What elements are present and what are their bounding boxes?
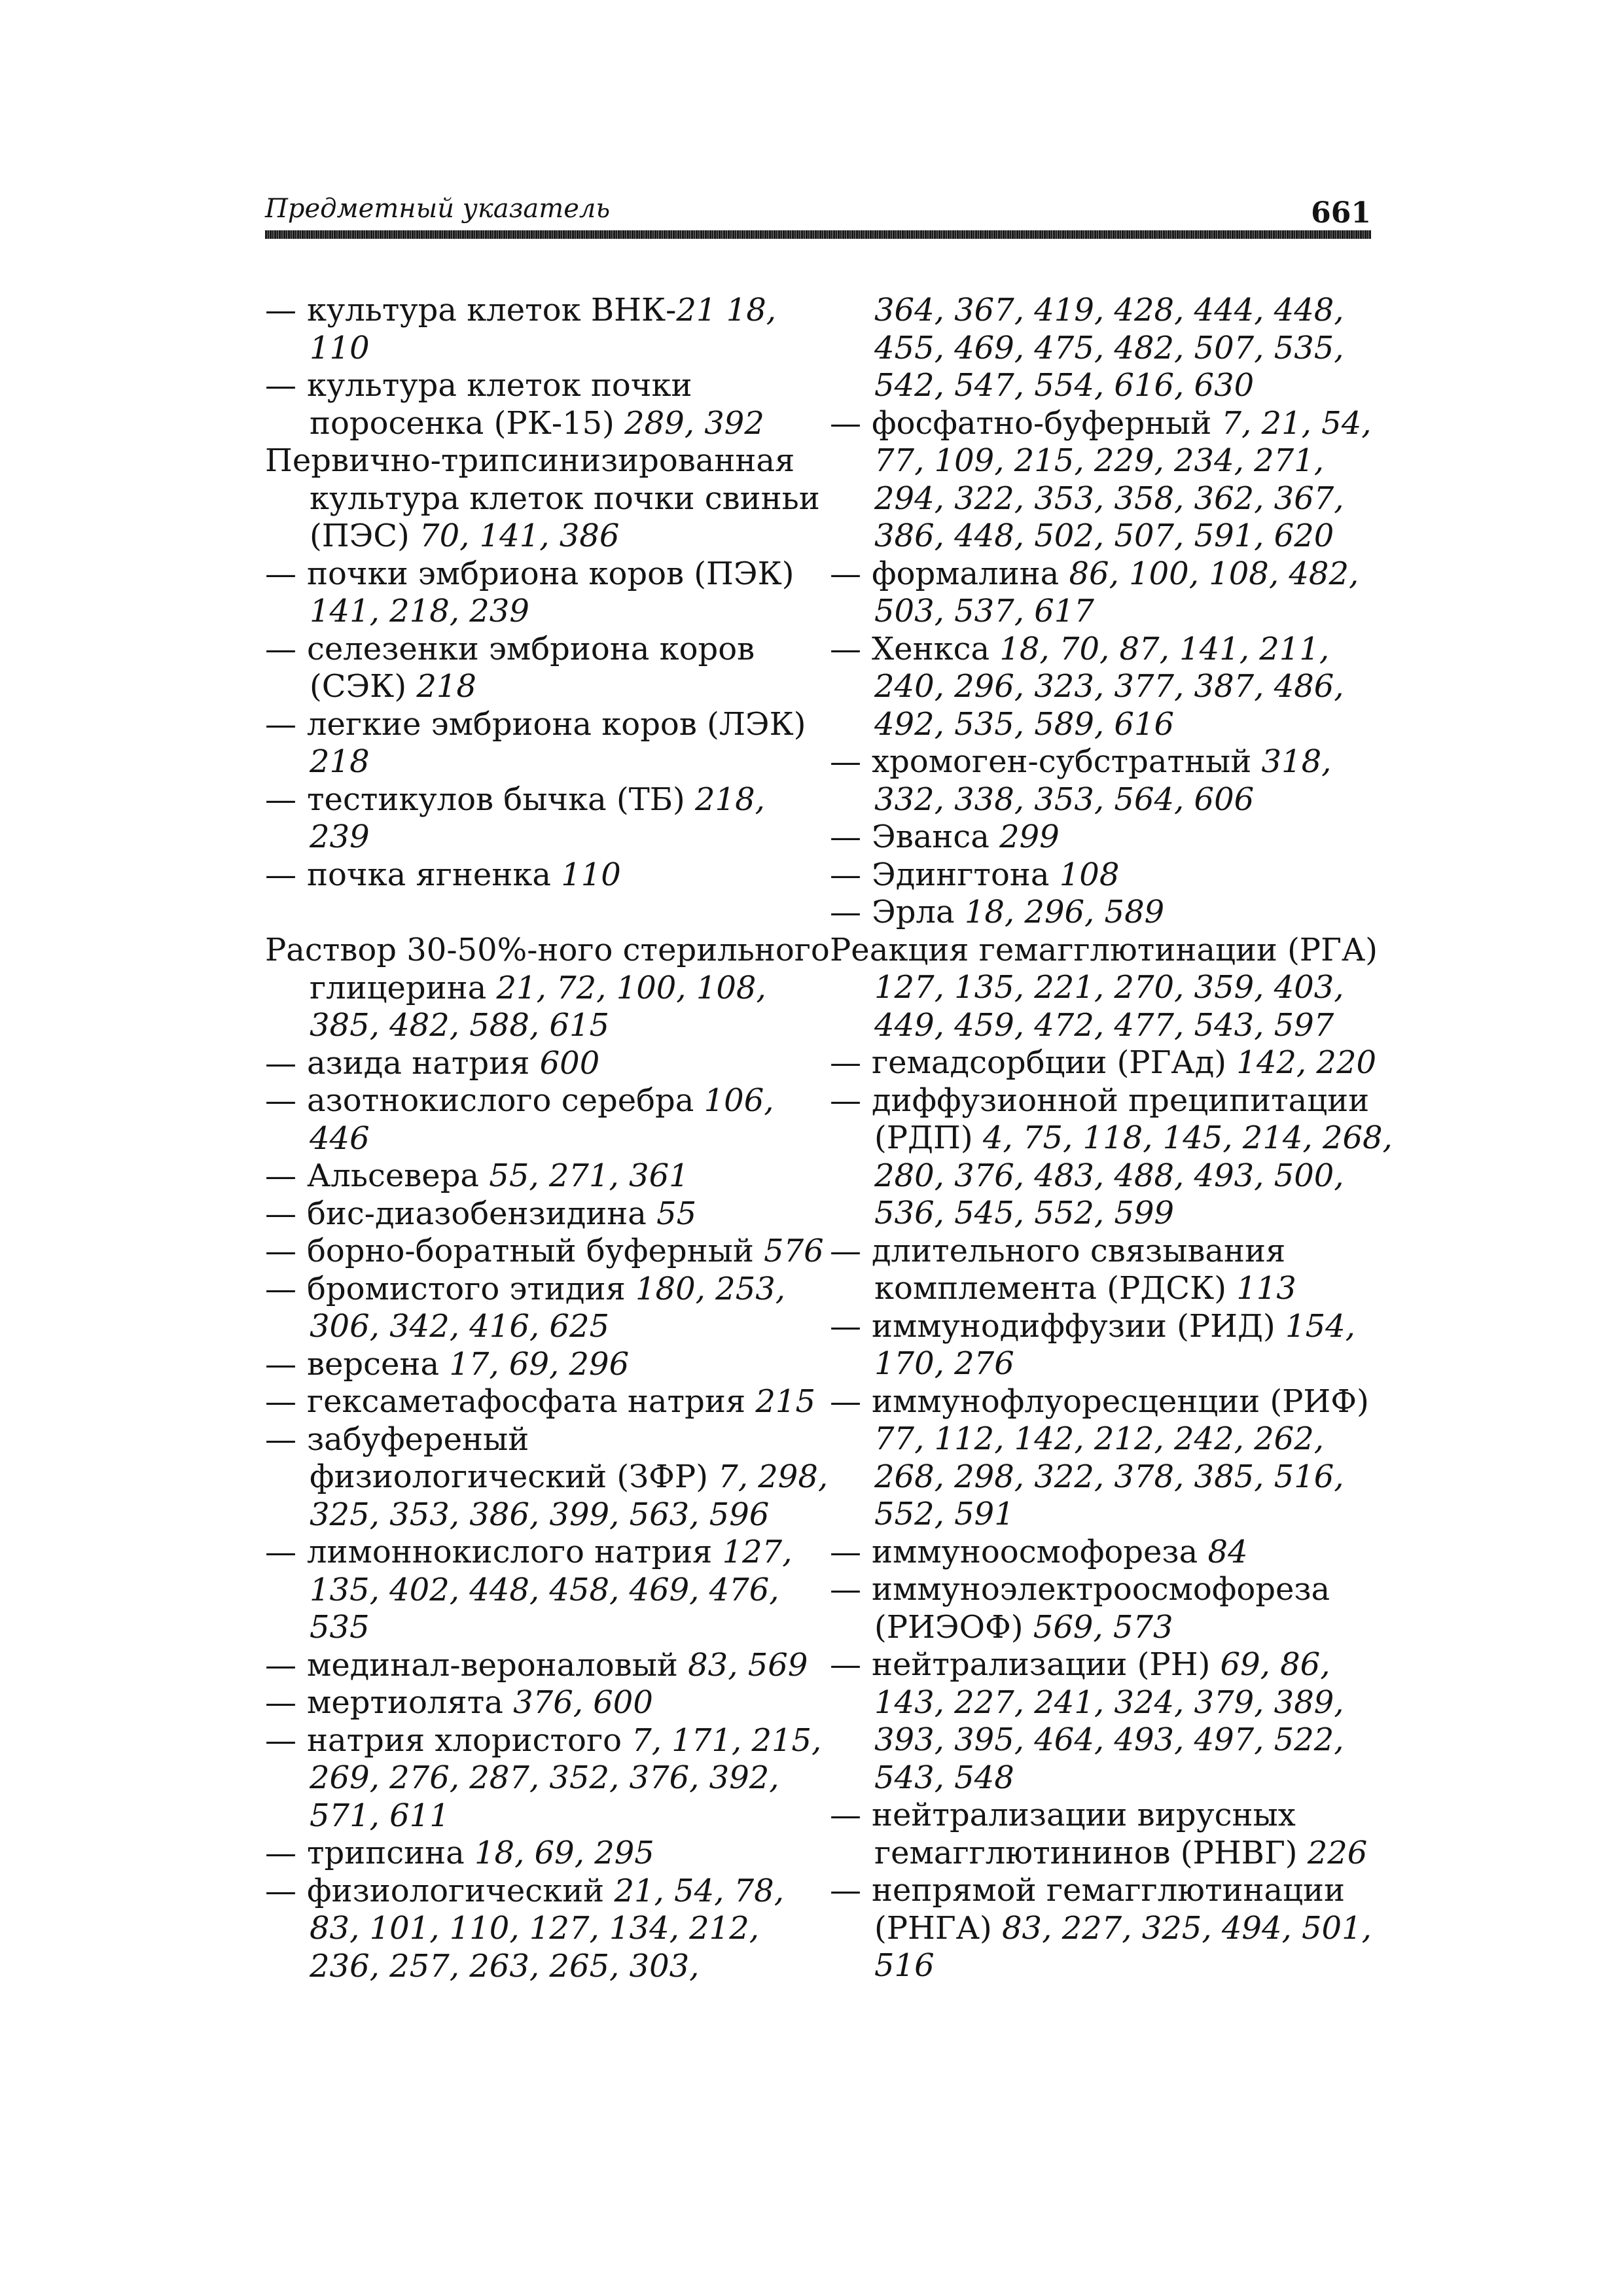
- entry-term: селезенки эмбриона коров (СЭК): [307, 630, 755, 705]
- index-column-right: [830, 292, 1399, 1985]
- index-entry-sub: [830, 1233, 1399, 1308]
- index-entry-sub: [830, 894, 1399, 932]
- subentry-dash: —: [830, 1082, 861, 1119]
- entry-page-numbers: 4, 75, 118, 145, 214, 268, 280, 376, 483, 488, 493, 500, 536, 545, 552, 599: [874, 1120, 1393, 1231]
- entry-term: лимоннокислого натрия: [307, 1534, 722, 1570]
- entry-page-numbers: 154, 170, 276: [874, 1307, 1355, 1382]
- running-head-title: Предметный указатель: [265, 194, 611, 224]
- entry-page-numbers: 218: [310, 743, 370, 780]
- entry-page-numbers: 110: [561, 856, 621, 893]
- entry-page-numbers: 55, 271, 361: [489, 1157, 689, 1194]
- index-entry-sub: [830, 743, 1399, 819]
- entry-term: физиологический: [307, 1872, 615, 1909]
- subentry-dash: —: [830, 630, 861, 667]
- subentry-dash: —: [830, 1646, 861, 1683]
- entry-term: Эванса: [872, 819, 1000, 855]
- entry-term: гемадсорбции (РГАд): [872, 1044, 1237, 1081]
- index-entry-main: [265, 442, 834, 556]
- subentry-dash: —: [830, 894, 861, 930]
- entry-page-numbers: 86, 100, 108, 482, 503, 537, 617: [874, 555, 1359, 629]
- entry-term: борно-боратный буферный: [307, 1233, 764, 1269]
- entry-term: иммуноосмофореза: [872, 1533, 1208, 1570]
- index-entry-sub: [830, 405, 1399, 556]
- subentry-dash: —: [830, 1383, 861, 1420]
- entry-page-numbers: 7, 171, 215, 269, 276, 287, 352, 376, 392, 571, 611: [310, 1722, 822, 1834]
- entry-term: нейтрализации вирусных гемагглютининов (РНВГ): [872, 1797, 1308, 1871]
- entry-term: хромоген-субстратный: [872, 743, 1262, 780]
- subentry-dash: —: [830, 819, 861, 855]
- subentry-dash: —: [265, 1872, 296, 1909]
- subentry-dash: —: [830, 1872, 861, 1909]
- entry-page-numbers: 21, 72, 100, 108, 385, 482, 588, 615: [310, 969, 766, 1044]
- entry-page-numbers: 218: [416, 668, 476, 705]
- entry-term: культура клеток почки поросенка (РК-15): [307, 367, 692, 442]
- entry-term: Альсевера: [307, 1157, 490, 1194]
- subentry-dash: —: [265, 705, 296, 743]
- entry-page-numbers: 376, 600: [513, 1684, 653, 1721]
- subentry-dash: —: [830, 1533, 861, 1570]
- entry-term: нейтрализации (РН): [872, 1646, 1221, 1683]
- entry-page-numbers: 77, 112, 142, 212, 242, 262, 268, 298, 322, 378, 385, 516, 552, 591: [874, 1421, 1344, 1532]
- subentry-dash: —: [265, 1534, 296, 1570]
- index-entry-sub: [830, 819, 1399, 857]
- subentry-dash: —: [265, 1835, 296, 1871]
- subentry-dash: —: [830, 1044, 861, 1081]
- subentry-dash: —: [265, 1082, 296, 1119]
- entry-term: иммунодиффузии (РИД): [872, 1307, 1286, 1345]
- entry-page-numbers: 83, 569: [688, 1646, 808, 1684]
- index-entry-sub: [830, 1044, 1399, 1082]
- subentry-dash: —: [265, 630, 296, 667]
- entry-term: Эрла: [872, 894, 965, 930]
- entry-page-numbers: 569, 573: [1033, 1608, 1173, 1646]
- entry-page-numbers: 299: [999, 819, 1060, 855]
- entry-page-numbers: 18, 296, 589: [964, 894, 1165, 930]
- entry-term: Хенкса: [872, 630, 1000, 667]
- entry-page-numbers: 7, 298, 325, 353, 386, 399, 563, 596: [310, 1458, 829, 1533]
- entry-term: непрямой гемагглютинации (РНГА): [872, 1872, 1345, 1947]
- entry-page-numbers: 226: [1307, 1834, 1368, 1871]
- subentry-dash: —: [265, 1646, 296, 1684]
- entry-term: диффузионной преципитации (РДП): [872, 1082, 1370, 1156]
- subentry-dash: —: [265, 292, 296, 328]
- entry-page-numbers: 180, 253, 306, 342, 416, 625: [310, 1270, 786, 1345]
- index-entry-sub: [830, 1082, 1399, 1233]
- entry-page-numbers: 70, 141, 386: [419, 518, 620, 554]
- entry-term: иммунофлуоресценции (РИФ): [872, 1383, 1369, 1420]
- index-entry-sub: [265, 1534, 834, 1647]
- entry-term: Первично-трипсинизированная культура клеток почки свиньи (ПЭС): [265, 442, 820, 554]
- entry-page-numbers: 318, 332, 338, 353, 564, 606: [874, 743, 1332, 818]
- subentry-dash: —: [265, 781, 296, 818]
- entry-term: версена: [307, 1345, 450, 1383]
- index-entry-sub: [830, 1797, 1399, 1872]
- entry-page-numbers: 84: [1207, 1533, 1248, 1570]
- entry-term: Раствор 30-50%-ного стерильного глицерина: [265, 932, 830, 1006]
- index-column-left: [265, 292, 834, 1985]
- subentry-dash: —: [830, 1797, 861, 1833]
- entry-term: азотнокислого серебра: [307, 1082, 704, 1119]
- subentry-dash: —: [265, 1345, 296, 1383]
- index-entry-sub: [265, 1157, 834, 1195]
- index-entry-sub: [265, 1722, 834, 1835]
- entry-page-numbers: 127, 135, 221, 270, 359, 403, 449, 459, 472, 477, 543, 597: [874, 969, 1344, 1044]
- subentry-dash: —: [830, 1307, 861, 1345]
- index-entry-sub: [265, 781, 834, 857]
- entry-term: натрия хлористого: [307, 1722, 632, 1759]
- index-entry-sub: [265, 1835, 834, 1873]
- entry-page-numbers: 141, 218, 239: [310, 593, 529, 629]
- entry-page-numbers: 127, 135, 402, 448, 458, 469, 476, 535: [310, 1534, 793, 1646]
- entry-page-numbers: 69, 86, 143, 227, 241, 324, 379, 389, 393, 395, 464, 493, 497, 522, 543, 548: [874, 1646, 1344, 1796]
- section-gap: [265, 894, 834, 932]
- entry-term: Реакция гемагглютинации (РГА): [830, 931, 1378, 968]
- entry-term: трипсина: [307, 1835, 475, 1871]
- header-rule: [265, 230, 1371, 239]
- entry-term: иммуноэлектроосмофореза (РИЭОФ): [872, 1571, 1330, 1646]
- subentry-dash: —: [265, 1195, 296, 1232]
- index-entry-main: [830, 932, 1399, 1045]
- subentry-dash: —: [265, 1383, 296, 1420]
- entry-term: мертиолята: [307, 1684, 514, 1721]
- index-entry-sub: [830, 1646, 1399, 1797]
- subentry-dash: —: [830, 555, 861, 592]
- entry-page-numbers: 364, 367, 419, 428, 444, 448, 455, 469, 475, 482, 507, 535, 542, 547, 554, 616, 630: [874, 292, 1344, 404]
- index-entry-sub: [830, 1383, 1399, 1534]
- index-entry-sub: [265, 1383, 834, 1421]
- entry-page-numbers: 218, 239: [310, 781, 765, 855]
- entry-page-numbers: 576: [764, 1233, 824, 1269]
- subentry-dash: —: [265, 555, 296, 592]
- subentry-dash: —: [830, 1571, 861, 1608]
- subentry-dash: —: [830, 743, 861, 780]
- index-entry-sub: [265, 556, 834, 631]
- index-entry-sub: [830, 1872, 1399, 1985]
- entry-page-numbers: 7, 21, 54, 77, 109, 215, 229, 234, 271, 294, 322, 353, 358, 362, 367, 386, 448, 502, 507, 591, 620: [874, 404, 1372, 554]
- entry-term: забуференый физиологический (ЗФР): [307, 1421, 719, 1495]
- running-head: [265, 194, 1371, 233]
- index-entry-sub: [265, 1195, 834, 1233]
- subentry-dash: —: [265, 1044, 296, 1082]
- entry-term: почка ягненка: [307, 856, 562, 893]
- entry-page-numbers: 17, 69, 296: [449, 1345, 630, 1383]
- page-number: 661: [1311, 196, 1371, 230]
- index-entry-sub: [265, 1421, 834, 1534]
- index-entry-sub: [265, 1045, 834, 1083]
- index-entry-sub: [830, 631, 1399, 744]
- index-entry-sub: [265, 1873, 834, 1986]
- entry-term: культура клеток ВНК-: [307, 292, 677, 328]
- entry-page-numbers: 106, 446: [310, 1082, 774, 1157]
- entry-term: мединал-вероналовый: [307, 1646, 688, 1684]
- subentry-dash: —: [830, 856, 861, 893]
- entry-page-numbers: 18, 70, 87, 141, 211, 240, 296, 323, 377, 387, 486, 492, 535, 589, 616: [874, 630, 1344, 743]
- subentry-dash: —: [830, 1232, 861, 1269]
- index-entry-sub: [265, 292, 834, 367]
- index-entry-sub: [830, 1308, 1399, 1383]
- entry-page-numbers: 18, 69, 295: [474, 1835, 654, 1871]
- index-entry-continuation: [830, 292, 1399, 405]
- entry-page-numbers: 21, 54, 78, 83, 101, 110, 127, 134, 212, 236, 257, 263, 265, 303,: [310, 1872, 784, 1985]
- subentry-dash: —: [265, 1270, 296, 1307]
- index-entry-sub: [265, 367, 834, 442]
- entry-page-numbers: 113: [1236, 1270, 1296, 1307]
- entry-term: бис-диазобензидина: [307, 1195, 657, 1232]
- subentry-dash: —: [265, 367, 296, 404]
- index-entry-sub: [265, 1233, 834, 1271]
- entry-term: фосфатно-буферный: [872, 404, 1222, 442]
- entry-term: Эдингтона: [872, 856, 1060, 893]
- entry-page-numbers: 108: [1059, 856, 1120, 893]
- entry-page-numbers: 600: [539, 1044, 600, 1082]
- index-entry-sub: [265, 631, 834, 706]
- index-entry-sub: [265, 1346, 834, 1384]
- entry-term: почки эмбриона коров (ПЭК): [307, 555, 794, 592]
- subentry-dash: —: [265, 1722, 296, 1759]
- index-entry-sub: [830, 556, 1399, 631]
- entry-page-numbers: 142, 220: [1236, 1044, 1377, 1081]
- entry-term: гексаметафосфата натрия: [307, 1383, 756, 1420]
- subentry-dash: —: [265, 856, 296, 893]
- entry-term: азида натрия: [307, 1044, 540, 1082]
- entry-page-numbers: 21 18, 110: [310, 292, 777, 366]
- index-entry-sub: [830, 857, 1399, 894]
- entry-page-numbers: 83, 227, 325, 494, 501, 516: [874, 1909, 1372, 1984]
- index-entry-sub: [265, 1647, 834, 1685]
- index-entry-sub: [830, 1534, 1399, 1572]
- entry-page-numbers: 55: [656, 1195, 697, 1232]
- entry-term: легкие эмбриона коров (ЛЭК): [307, 705, 806, 743]
- subentry-dash: —: [265, 1684, 296, 1721]
- subentry-dash: —: [265, 1233, 296, 1269]
- index-entry-sub: [265, 857, 834, 894]
- index-entry-sub: [265, 1271, 834, 1346]
- index-entry-sub: [265, 1082, 834, 1157]
- index-entry-sub: [265, 1684, 834, 1722]
- entry-term: тестикулов бычка (ТБ): [307, 781, 696, 818]
- index-entry-sub: [830, 1571, 1399, 1646]
- entry-term: формалина: [872, 555, 1069, 592]
- subentry-dash: —: [830, 404, 861, 442]
- subentry-dash: —: [265, 1421, 296, 1458]
- index-entry-main: [265, 932, 834, 1045]
- entry-term: длительного связывания комплемента (РДСК): [872, 1232, 1286, 1307]
- subentry-dash: —: [265, 1157, 296, 1194]
- entry-page-numbers: 215: [755, 1383, 815, 1420]
- entry-page-numbers: 289, 392: [624, 404, 764, 442]
- entry-term: бромистого этидия: [307, 1270, 636, 1307]
- index-entry-sub: [265, 706, 834, 781]
